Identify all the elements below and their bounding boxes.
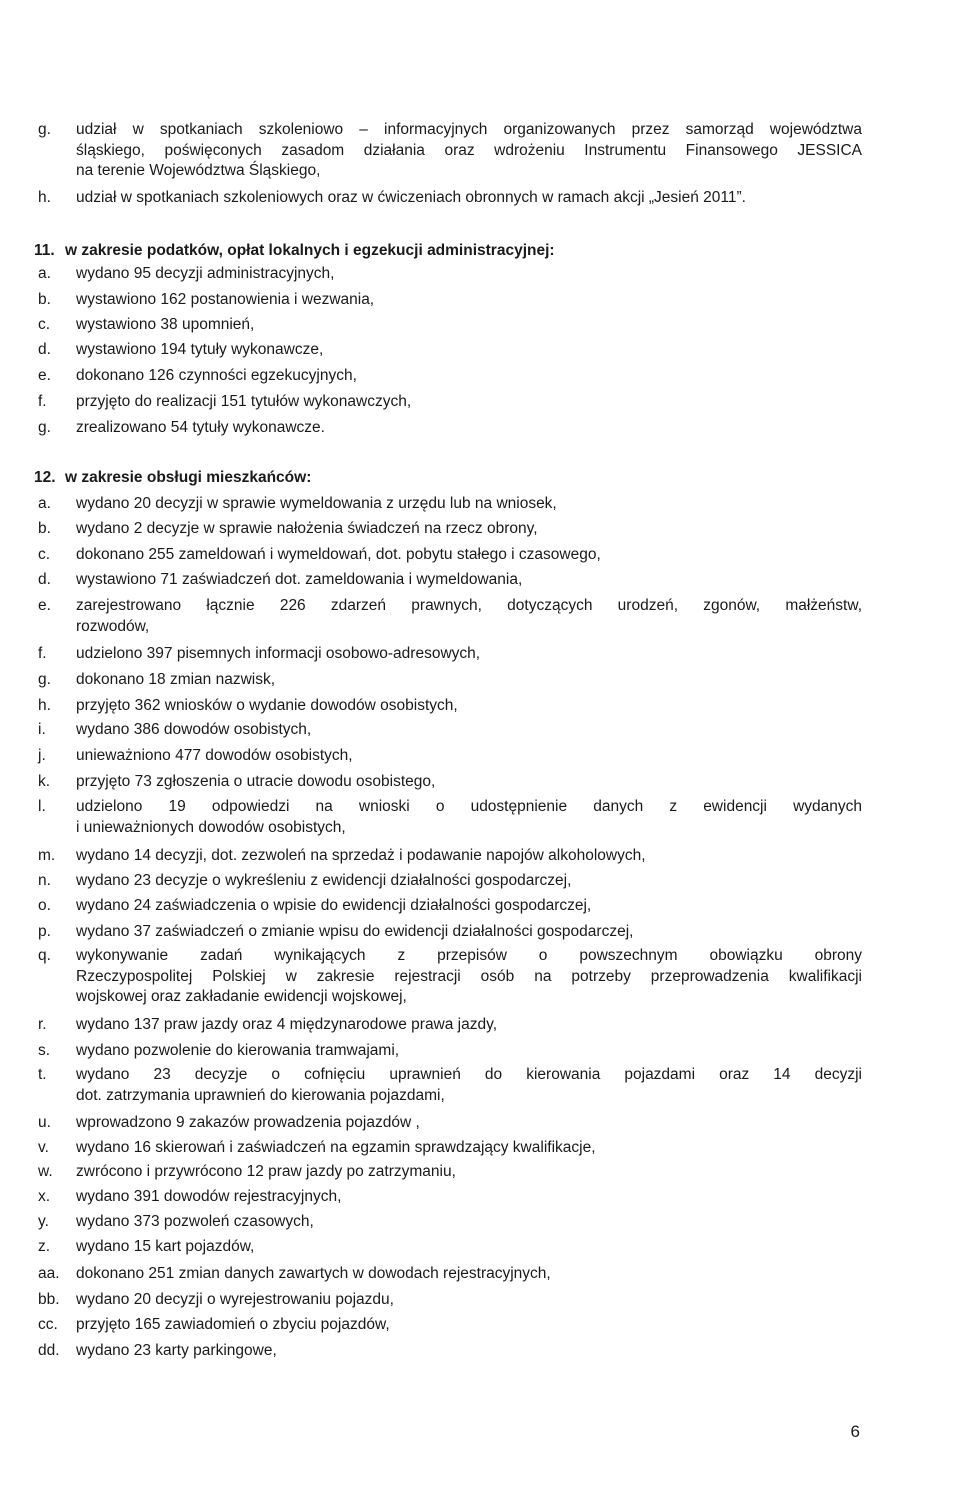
list-item-text: udział w spotkaniach szkoleniowo – informacyjnych organizowanych przez samorząd województwa	[76, 121, 862, 138]
list-item-label: f.	[38, 393, 47, 410]
list-item-text: wykonywanie zadań wynikających z przepisów o powszechnym obowiązku obrony	[76, 947, 862, 964]
list-item-text: wydano 14 decyzji, dot. zezwoleń na sprzedaż i podawanie napojów alkoholowych,	[76, 847, 646, 864]
list-item-label: a.	[38, 495, 51, 512]
list-item-label: z.	[38, 1238, 51, 1255]
list-item-text: dot. zatrzymania uprawnień do kierowania pojazdami,	[76, 1086, 445, 1104]
list-item-text: dokonano 18 zmian nazwisk,	[76, 671, 276, 688]
section-title: w zakresie obsługi mieszkańców:	[65, 469, 312, 486]
list-item-text: Rzeczypospolitej Polskiej w zakresie rejestracji osób na potrzeby przeprowadzenia kwalifikacji	[76, 967, 862, 985]
list-item-label: c.	[38, 316, 51, 333]
list-item-text: wydano 24 zaświadczenia o wpisie do ewidencji działalności gospodarczej,	[76, 897, 592, 914]
list-item-text: przyjęto 362 wniosków o wydanie dowodów osobistych,	[76, 697, 458, 714]
list-item-text: wydano 386 dowodów osobistych,	[76, 721, 312, 738]
page-number: 6	[850, 1422, 860, 1441]
list-item-label: w.	[38, 1163, 53, 1180]
list-item-text: rozwodów,	[76, 617, 150, 635]
list-item-text: na terenie Województwa Śląskiego,	[76, 162, 321, 179]
list-item-label: i.	[38, 721, 46, 738]
section-number: 12.	[34, 469, 56, 486]
list-item-text: udzielono 397 pisemnych informacji osobowo-adresowych,	[76, 645, 481, 662]
list-item-text: wystawiono 162 postanowienia i wezwania,	[76, 291, 375, 308]
list-item-label: dd.	[38, 1342, 60, 1359]
list-item-label: q.	[38, 947, 51, 964]
section-number: 11.	[34, 242, 55, 259]
list-item-label: cc.	[38, 1316, 58, 1333]
list-item-label: o.	[38, 897, 51, 914]
list-item-text: zarejestrowano łącznie 226 zdarzeń prawnych, dotyczących urodzeń, zgonów, małżeństw,	[76, 597, 862, 614]
list-item-label: b.	[38, 291, 51, 308]
list-item-label: r.	[38, 1016, 47, 1033]
list-item-text: przyjęto 165 zawiadomień o zbyciu pojazdów,	[76, 1316, 390, 1333]
list-item-label: j.	[38, 747, 46, 764]
list-item-label: n.	[38, 872, 51, 889]
list-item-label: a.	[38, 265, 51, 282]
list-item-label: d.	[38, 341, 51, 358]
list-item-label: k.	[38, 773, 51, 790]
list-item-label: d.	[38, 571, 51, 588]
list-item-label: c.	[38, 546, 51, 563]
list-item-label: v.	[38, 1139, 49, 1156]
list-item-label: e.	[38, 597, 51, 614]
list-item-label: g.	[38, 121, 51, 138]
list-item-label: aa.	[38, 1265, 60, 1282]
list-item-label: g.	[38, 419, 51, 436]
section-title: w zakresie podatków, opłat lokalnych i egzekucji administracyjnej:	[65, 242, 555, 259]
list-item-label: x.	[38, 1188, 51, 1205]
list-item-text: wystawiono 71 zaświadczeń dot. zameldowania i wymeldowania,	[76, 571, 523, 588]
list-item-text: wydano 391 dowodów rejestracyjnych,	[76, 1188, 342, 1205]
list-item-text: wydano 37 zaświadczeń o zmianie wpisu do ewidencji działalności gospodarczej,	[76, 923, 634, 940]
list-item-text: udział w spotkaniach szkoleniowych oraz w ćwiczeniach obronnych w ramach akcji „Jesień 2011”.	[76, 189, 746, 206]
list-item-label: bb.	[38, 1291, 60, 1308]
list-item-text: dokonano 251 zmian danych zawartych w dowodach rejestracyjnych,	[76, 1265, 551, 1282]
list-item-label: l.	[38, 798, 46, 815]
list-item-label: f.	[38, 645, 47, 662]
list-item-text: wydano 15 kart pojazdów,	[76, 1238, 255, 1255]
list-item-label: p.	[38, 923, 51, 940]
list-item-text: wystawiono 194 tytuły wykonawcze,	[76, 341, 324, 358]
list-item-text: wydano 137 praw jazdy oraz 4 międzynarodowe prawa jazdy,	[76, 1016, 498, 1033]
list-item-text: zrealizowano 54 tytuły wykonawcze.	[76, 419, 325, 436]
list-item-text: wydano 16 skierowań i zaświadczeń na egzamin sprawdzający kwalifikacje,	[76, 1139, 596, 1156]
list-item-text: przyjęto 73 zgłoszenia o utracie dowodu osobistego,	[76, 773, 436, 790]
list-item-text: wprowadzono 9 zakazów prowadzenia pojazdów ,	[76, 1114, 420, 1131]
list-item-label: e.	[38, 367, 51, 384]
list-item-text: dokonano 126 czynności egzekucyjnych,	[76, 367, 357, 384]
list-item-text: przyjęto do realizacji 151 tytułów wykonawczych,	[76, 393, 412, 410]
list-item-text: wystawiono 38 upomnień,	[76, 316, 255, 333]
list-item-text: wydano 23 decyzje o cofnięciu uprawnień do kierowania pojazdami oraz 14 decyzji	[76, 1066, 862, 1083]
list-item-label: g.	[38, 671, 51, 688]
list-item-label: m.	[38, 847, 56, 864]
list-item-text: wydano 20 decyzji w sprawie wymeldowania z urzędu lub na wniosek,	[76, 495, 557, 512]
list-item-text: wydano 373 pozwoleń czasowych,	[76, 1213, 314, 1230]
list-item-text: wydano 2 decyzje w sprawie nałożenia świadczeń na rzecz obrony,	[76, 520, 538, 537]
list-item-label: s.	[38, 1042, 51, 1059]
list-item-text: wojskowej oraz zakładanie ewidencji wojskowej,	[76, 988, 407, 1005]
list-item-text: wydano pozwolenie do kierowania tramwajami,	[76, 1042, 400, 1059]
list-item-label: b.	[38, 520, 51, 537]
list-item-text: śląskiego, poświęconych zasadom działania oraz wdrożeniu Instrumentu Finansowego JESSICA	[76, 141, 862, 159]
list-item-label: t.	[38, 1066, 47, 1083]
list-item-label: h.	[38, 189, 51, 206]
list-item-text: wydano 23 karty parkingowe,	[76, 1342, 277, 1359]
list-item-text: zwrócono i przywrócono 12 praw jazdy po zatrzymaniu,	[76, 1163, 456, 1180]
list-item-text: unieważniono 477 dowodów osobistych,	[76, 747, 353, 764]
list-item-text: i unieważnionych dowodów osobistych,	[76, 818, 346, 836]
list-item-text: udzielono 19 odpowiedzi na wnioski o udostępnienie danych z ewidencji wydanych	[76, 798, 862, 815]
list-item-text: wydano 20 decyzji o wyrejestrowaniu pojazdu,	[76, 1291, 394, 1308]
list-item-text: dokonano 255 zameldowań i wymeldowań, dot. pobytu stałego i czasowego,	[76, 546, 601, 563]
list-item-label: y.	[38, 1213, 49, 1230]
list-item-text: wydano 95 decyzji administracyjnych,	[76, 265, 335, 282]
list-item-text: wydano 23 decyzje o wykreśleniu z ewidencji działalności gospodarczej,	[76, 872, 572, 889]
list-item-label: u.	[38, 1114, 51, 1131]
list-item-label: h.	[38, 697, 51, 714]
